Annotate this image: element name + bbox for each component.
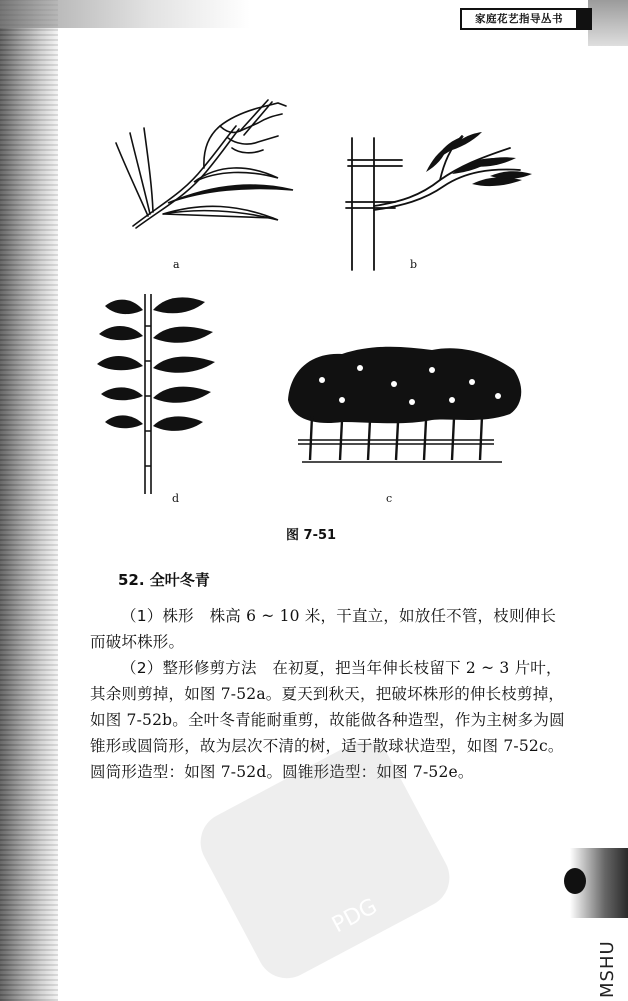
binding-hole-mark [564, 868, 586, 894]
panel-label-d: d [172, 492, 180, 505]
panel-label-c: c [386, 492, 393, 505]
figure-panel-b [340, 118, 540, 273]
paragraph-text: 株高 6 ~ 10 米，干直立，如放任不管，枝则伸长而破坏株形。 [90, 607, 557, 651]
panel-label-b: b [410, 258, 418, 271]
paragraph [90, 655, 570, 785]
running-header: 家庭花艺指导丛书 [460, 8, 578, 30]
paragraph-lead: （1）株形 [121, 607, 194, 625]
paragraph-lead: （2）整形修剪方法 [121, 659, 257, 677]
panel-label-a: a [173, 258, 180, 271]
paragraph-text: 在初夏，把当年伸长枝留下 2 ~ 3 片叶，其余则剪掉，如图 7-52a。夏天到秋天，把破坏株形的伸长枝剪掉，如图 7-52b。全叶冬青能耐重剪，故能做各种造型，作为主树多为圆锥形或圆筒形，故为层次不清的树，适于散球状造型，如图 7-52c。圆筒形造型：如图 7-52d。圆锥形造型：如图 7-52e。 [90, 659, 565, 781]
paragraph [90, 603, 570, 655]
section-heading: 52. 全叶冬青 [118, 571, 210, 589]
scan-edge-shadow [0, 0, 58, 1001]
watermark-text: PDG [328, 893, 382, 939]
side-watermark: MSHU [597, 940, 618, 998]
figure-panel-d [95, 276, 225, 496]
body-text [90, 603, 570, 785]
scan-top-shadow [0, 0, 250, 28]
figure-panel-a [108, 98, 308, 248]
figure-caption: 图 7-51 [286, 528, 337, 543]
scan-corner-shadow [588, 0, 628, 46]
header-tab-mark [578, 8, 592, 30]
figure-panel-c [282, 340, 527, 470]
